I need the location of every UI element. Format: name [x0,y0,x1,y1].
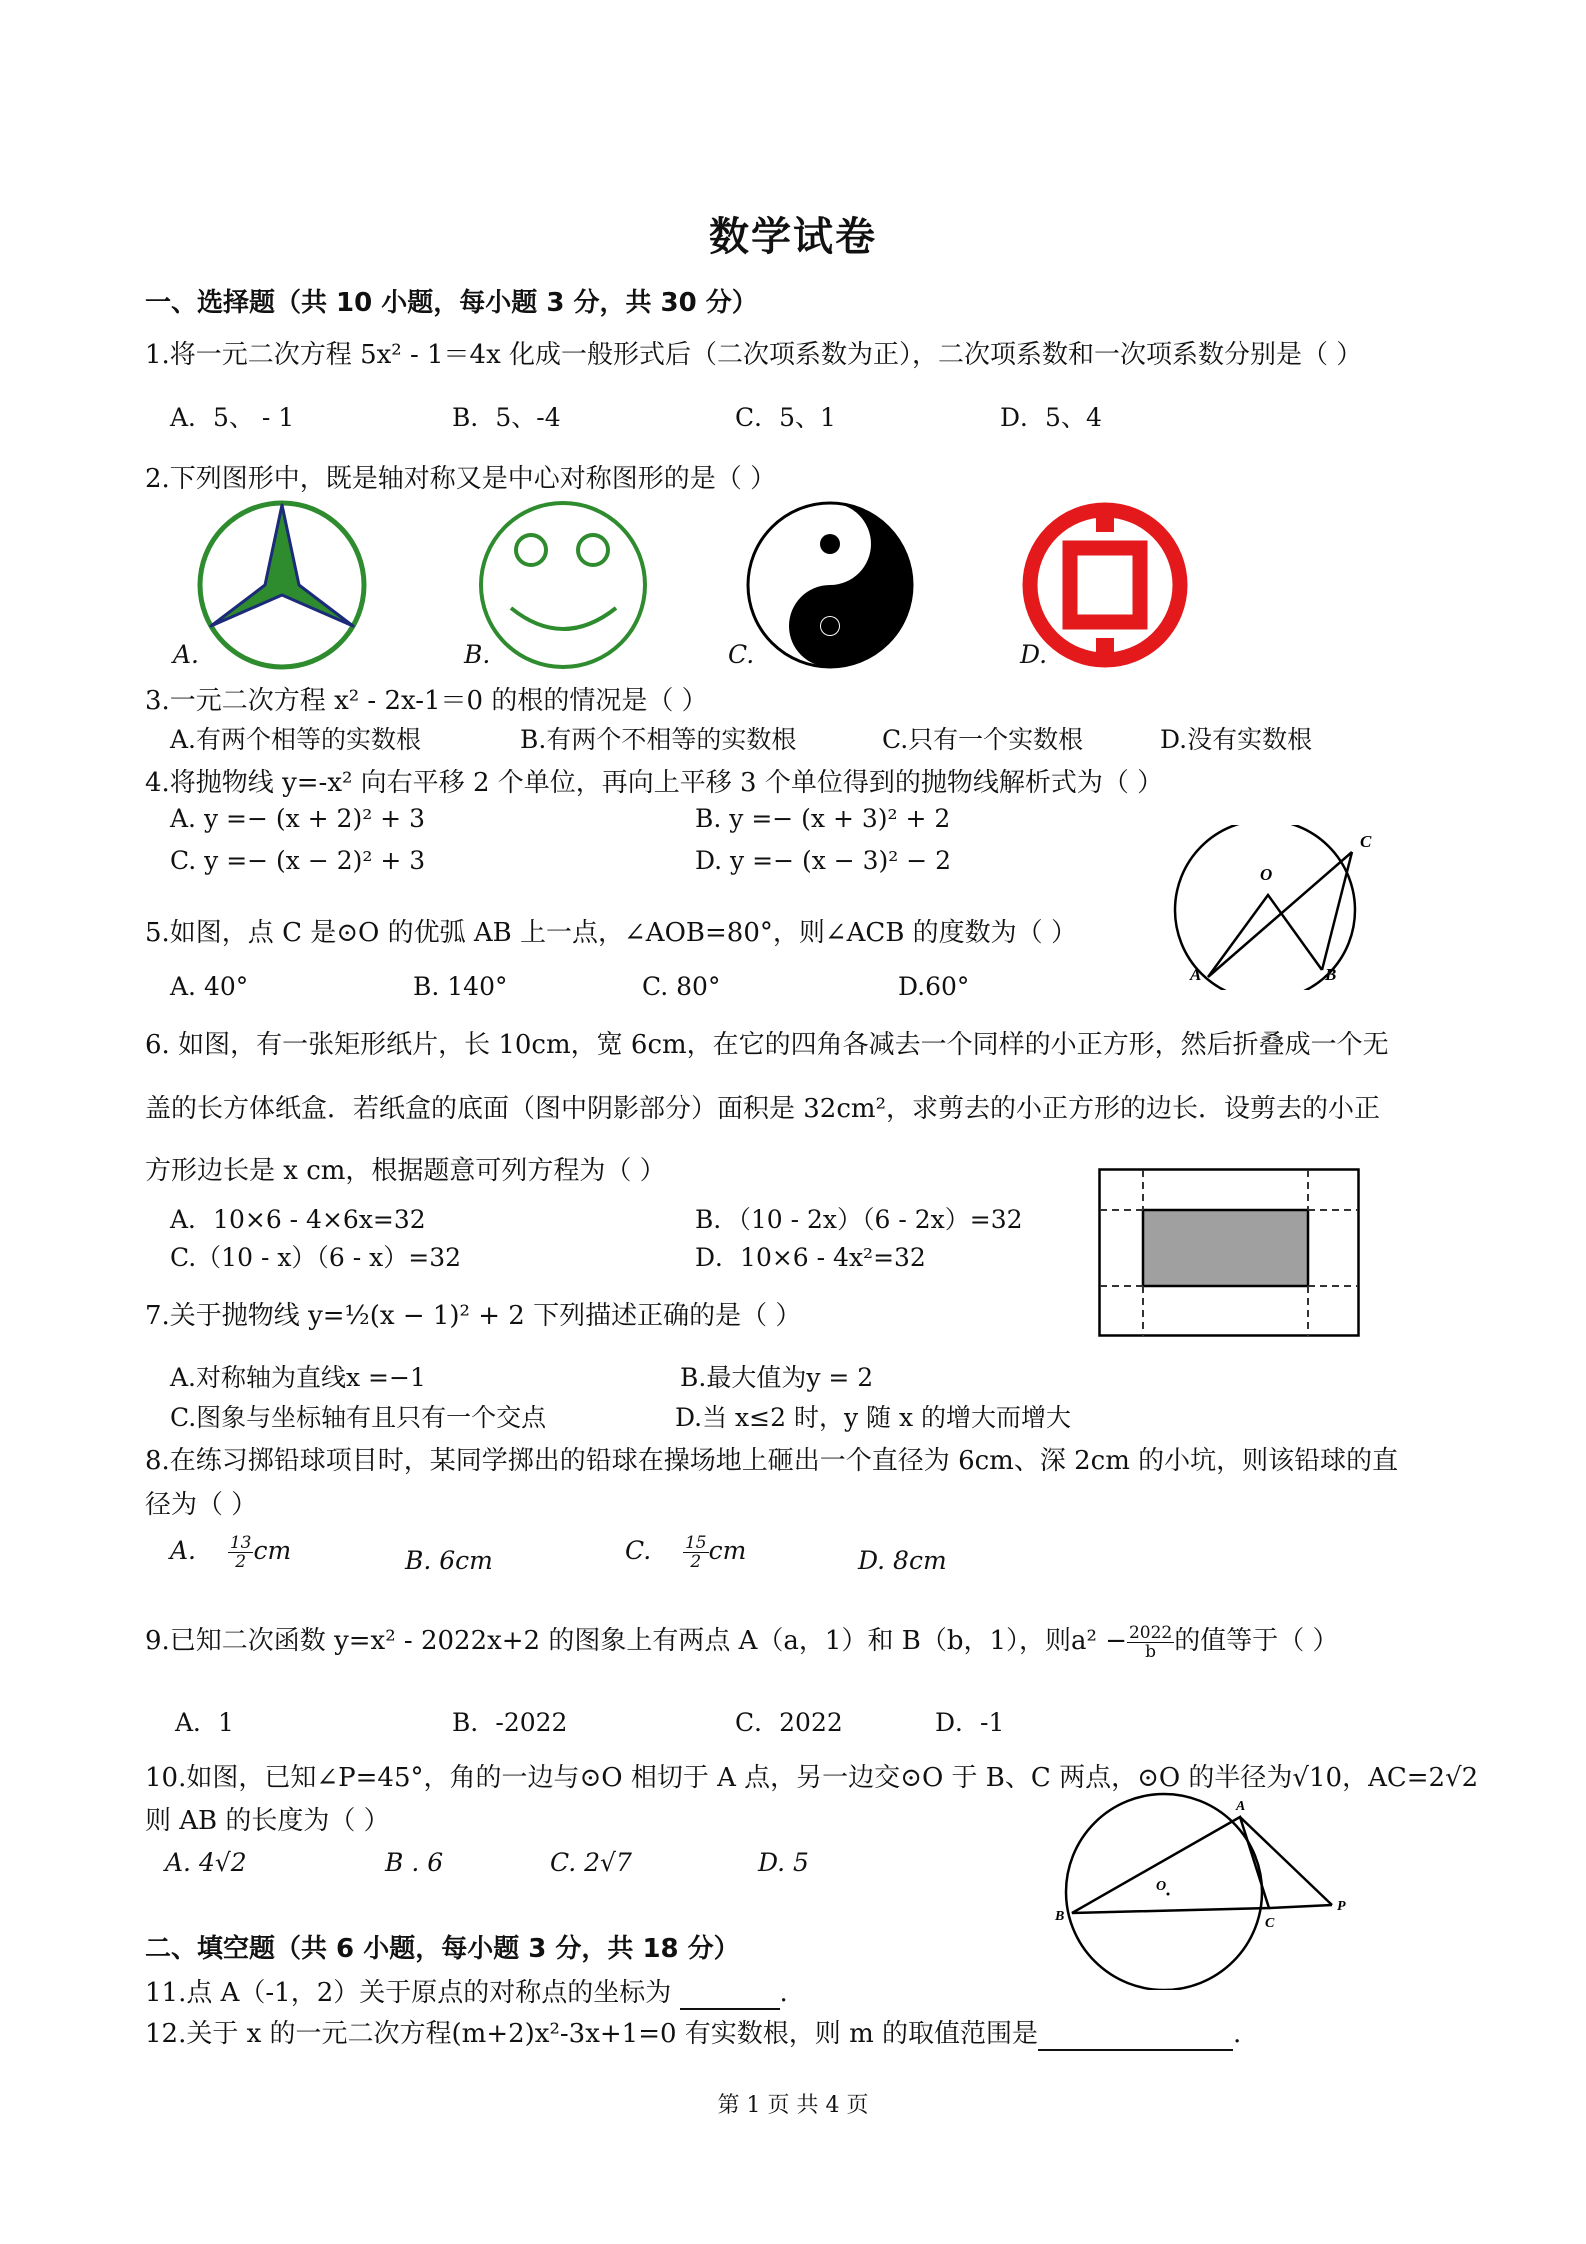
q2-label-a: A. [173,640,200,669]
page-footer: 第 1 页 共 4 页 [717,2093,869,2118]
page-title: 数学试卷 [709,214,877,260]
q10-line-1: 10.如图，已知∠P=45°，角的一边与⊙O 相切于 A 点，另一边交⊙O 于 B、C 两点，⊙O 的半径为√10，AC=2√2 [145,1763,1479,1793]
figure-yin-yang [745,500,915,670]
q7-option-c: C.图象与坐标轴有且只有一个交点 [170,1403,547,1432]
q8-option-d: D. 8cm [858,1546,947,1575]
q4-stem: 4.将抛物线 y=-x² 向右平移 2 个单位，再向上平移 3 个单位得到的抛物线解析式为（ ） [145,768,1164,798]
figure-q10-circle [1052,1790,1362,1990]
q9-fraction: $\frac{2022}{b}$ [1128,1622,1173,1662]
q8-line-2: 径为（ ） [145,1490,258,1520]
q5-option-c: C. 80° [642,972,721,1001]
q3-option-a: A.有两个相等的实数根 [170,725,422,754]
q10-line-2: 则 AB 的长度为（ ） [145,1806,390,1836]
q10-label-p: P [1337,1899,1346,1914]
q8-option-a: A. $\frac{13}{2}$ cm [170,1533,292,1572]
q8-line-1: 8.在练习掷铅球项目时，某同学掷出的铅球在操场地上砸出一个直径为 6cm、深 2cm 的小坑，则该铅球的直 [145,1446,1399,1476]
q10-label-b: B [1055,1909,1065,1924]
q3-option-d: D.没有实数根 [1160,725,1313,754]
q6-line-3: 方形边长是 x cm，根据题意可列方程为（ ） [145,1156,666,1186]
q2-label-d: D. [1020,640,1048,669]
q5-label-o: O [1260,865,1273,884]
q10-label-c: C [1265,1916,1275,1931]
q8-option-c-fraction: $\frac{15}{2}$ [684,1533,707,1572]
q7-option-a: A.对称轴为直线x =−1 [170,1363,426,1392]
q7-stem: 7.关于抛物线 y=½(x − 1)² + 2 下列描述正确的是（ ） [145,1301,802,1331]
figure-triskelion [195,500,370,670]
section-1-heading: 一、选择题（共 10 小题，每小题 3 分，共 30 分） [145,288,758,318]
q12-stem: 12.关于 x 的一元二次方程(m+2)x²-3x+1=0 有实数根，则 m 的取值范围是 . [145,2019,1242,2049]
q4-option-c: C. y =− (x − 2)² + 3 [170,846,426,875]
q5-option-a: A. 40° [170,972,249,1001]
q9-option-c: C．2022 [735,1708,843,1737]
q12-answer-blank[interactable] [1038,2019,1233,2051]
q9-option-d: D．-1 [935,1708,1005,1737]
q5-label-a: A [1190,965,1202,984]
q10-option-b: B . 6 [385,1848,444,1877]
figure-q6-paper [1098,1168,1360,1338]
q11-stem: 11.点 A（-1，2）关于原点的对称点的坐标为 . [145,1978,788,2008]
q2-stem: 2.下列图形中，既是轴对称又是中心对称图形的是（ ） [145,464,777,494]
figure-q5-circle [1160,825,1395,990]
q6-option-d: D．10×6 - 4x²=32 [695,1243,926,1272]
q3-stem: 3.一元二次方程 x² - 2x-1＝0 的根的情况是（ ） [145,686,708,716]
q11-answer-blank[interactable] [680,1978,780,2010]
section-2-heading: 二、填空题（共 6 小题，每小题 3 分，共 18 分） [145,1934,740,1964]
q10-option-c: C. 2√7 [550,1848,632,1877]
q9-option-a: A．1 [175,1708,234,1737]
q2-label-c: C. [728,640,755,669]
q8-option-b: B. 6cm [405,1546,493,1575]
q9-option-b: B．-2022 [452,1708,568,1737]
q5-label-b: B [1325,965,1337,984]
q8-option-a-fraction: $\frac{13}{2}$ [229,1533,252,1572]
q5-option-b: B. 140° [413,972,508,1001]
q3-option-c: C.只有一个实数根 [882,725,1084,754]
q9-stem: 9.已知二次函数 y=x² - 2022x+2 的图象上有两点 A（a，1）和 B（b，1），则a² − $\frac{2022}{b}$ 的值等于（ ） [145,1622,1339,1662]
q1-option-b: B．5、-4 [452,403,561,432]
q6-option-a: A．10×6 - 4×6x=32 [170,1205,426,1234]
q5-stem: 5.如图，点 C 是⊙O 的优弧 AB 上一点，∠AOB=80°，则∠ACB 的度数为（ ） [145,918,1077,948]
q6-option-c: C.（10 - x）（6 - x）=32 [170,1243,462,1272]
q6-option-b: B．（10 - 2x）（6 - 2x）=32 [695,1205,1023,1234]
q4-option-b: B. y =− (x + 3)² + 2 [695,804,951,833]
figure-smiley [476,500,651,670]
q10-option-a: A. 4√2 [165,1848,247,1877]
q5-option-d: D.60° [898,972,970,1001]
q8-option-c: C. $\frac{15}{2}$ cm [625,1533,747,1572]
q5-label-c: C [1360,832,1372,851]
q1-stem: 1.将一元二次方程 5x² - 1＝4x 化成一般形式后（二次项系数为正），二次项系数和一次项系数分别是（ ） [145,340,1363,370]
q1-option-a: A．5、 - 1 [170,403,295,432]
q10-label-o: O [1156,1879,1167,1894]
q7-option-b: B.最大值为y = 2 [680,1363,874,1392]
q1-option-d: D．5、4 [1000,403,1102,432]
q4-option-a: A. y =− (x + 2)² + 3 [170,804,425,833]
q1-option-c: C．5、1 [735,403,836,432]
q10-label-a: A [1236,1799,1246,1814]
q6-line-1: 6. 如图，有一张矩形纸片，长 10cm，宽 6cm，在它的四角各减去一个同样的小正方形，然后折叠成一个无 [145,1030,1389,1060]
q6-line-2: 盖的长方体纸盒．若纸盒的底面（图中阴影部分）面积是 32cm²，求剪去的小正方形的边长．设剪去的小正 [145,1094,1380,1124]
q3-option-b: B.有两个不相等的实数根 [520,725,797,754]
q10-option-d: D. 5 [758,1848,809,1877]
q4-option-d: D. y =− (x − 3)² − 2 [695,846,952,875]
q7-option-d: D.当 x≤2 时，y 随 x 的增大而增大 [675,1403,1072,1432]
q2-label-b: B. [464,640,491,669]
